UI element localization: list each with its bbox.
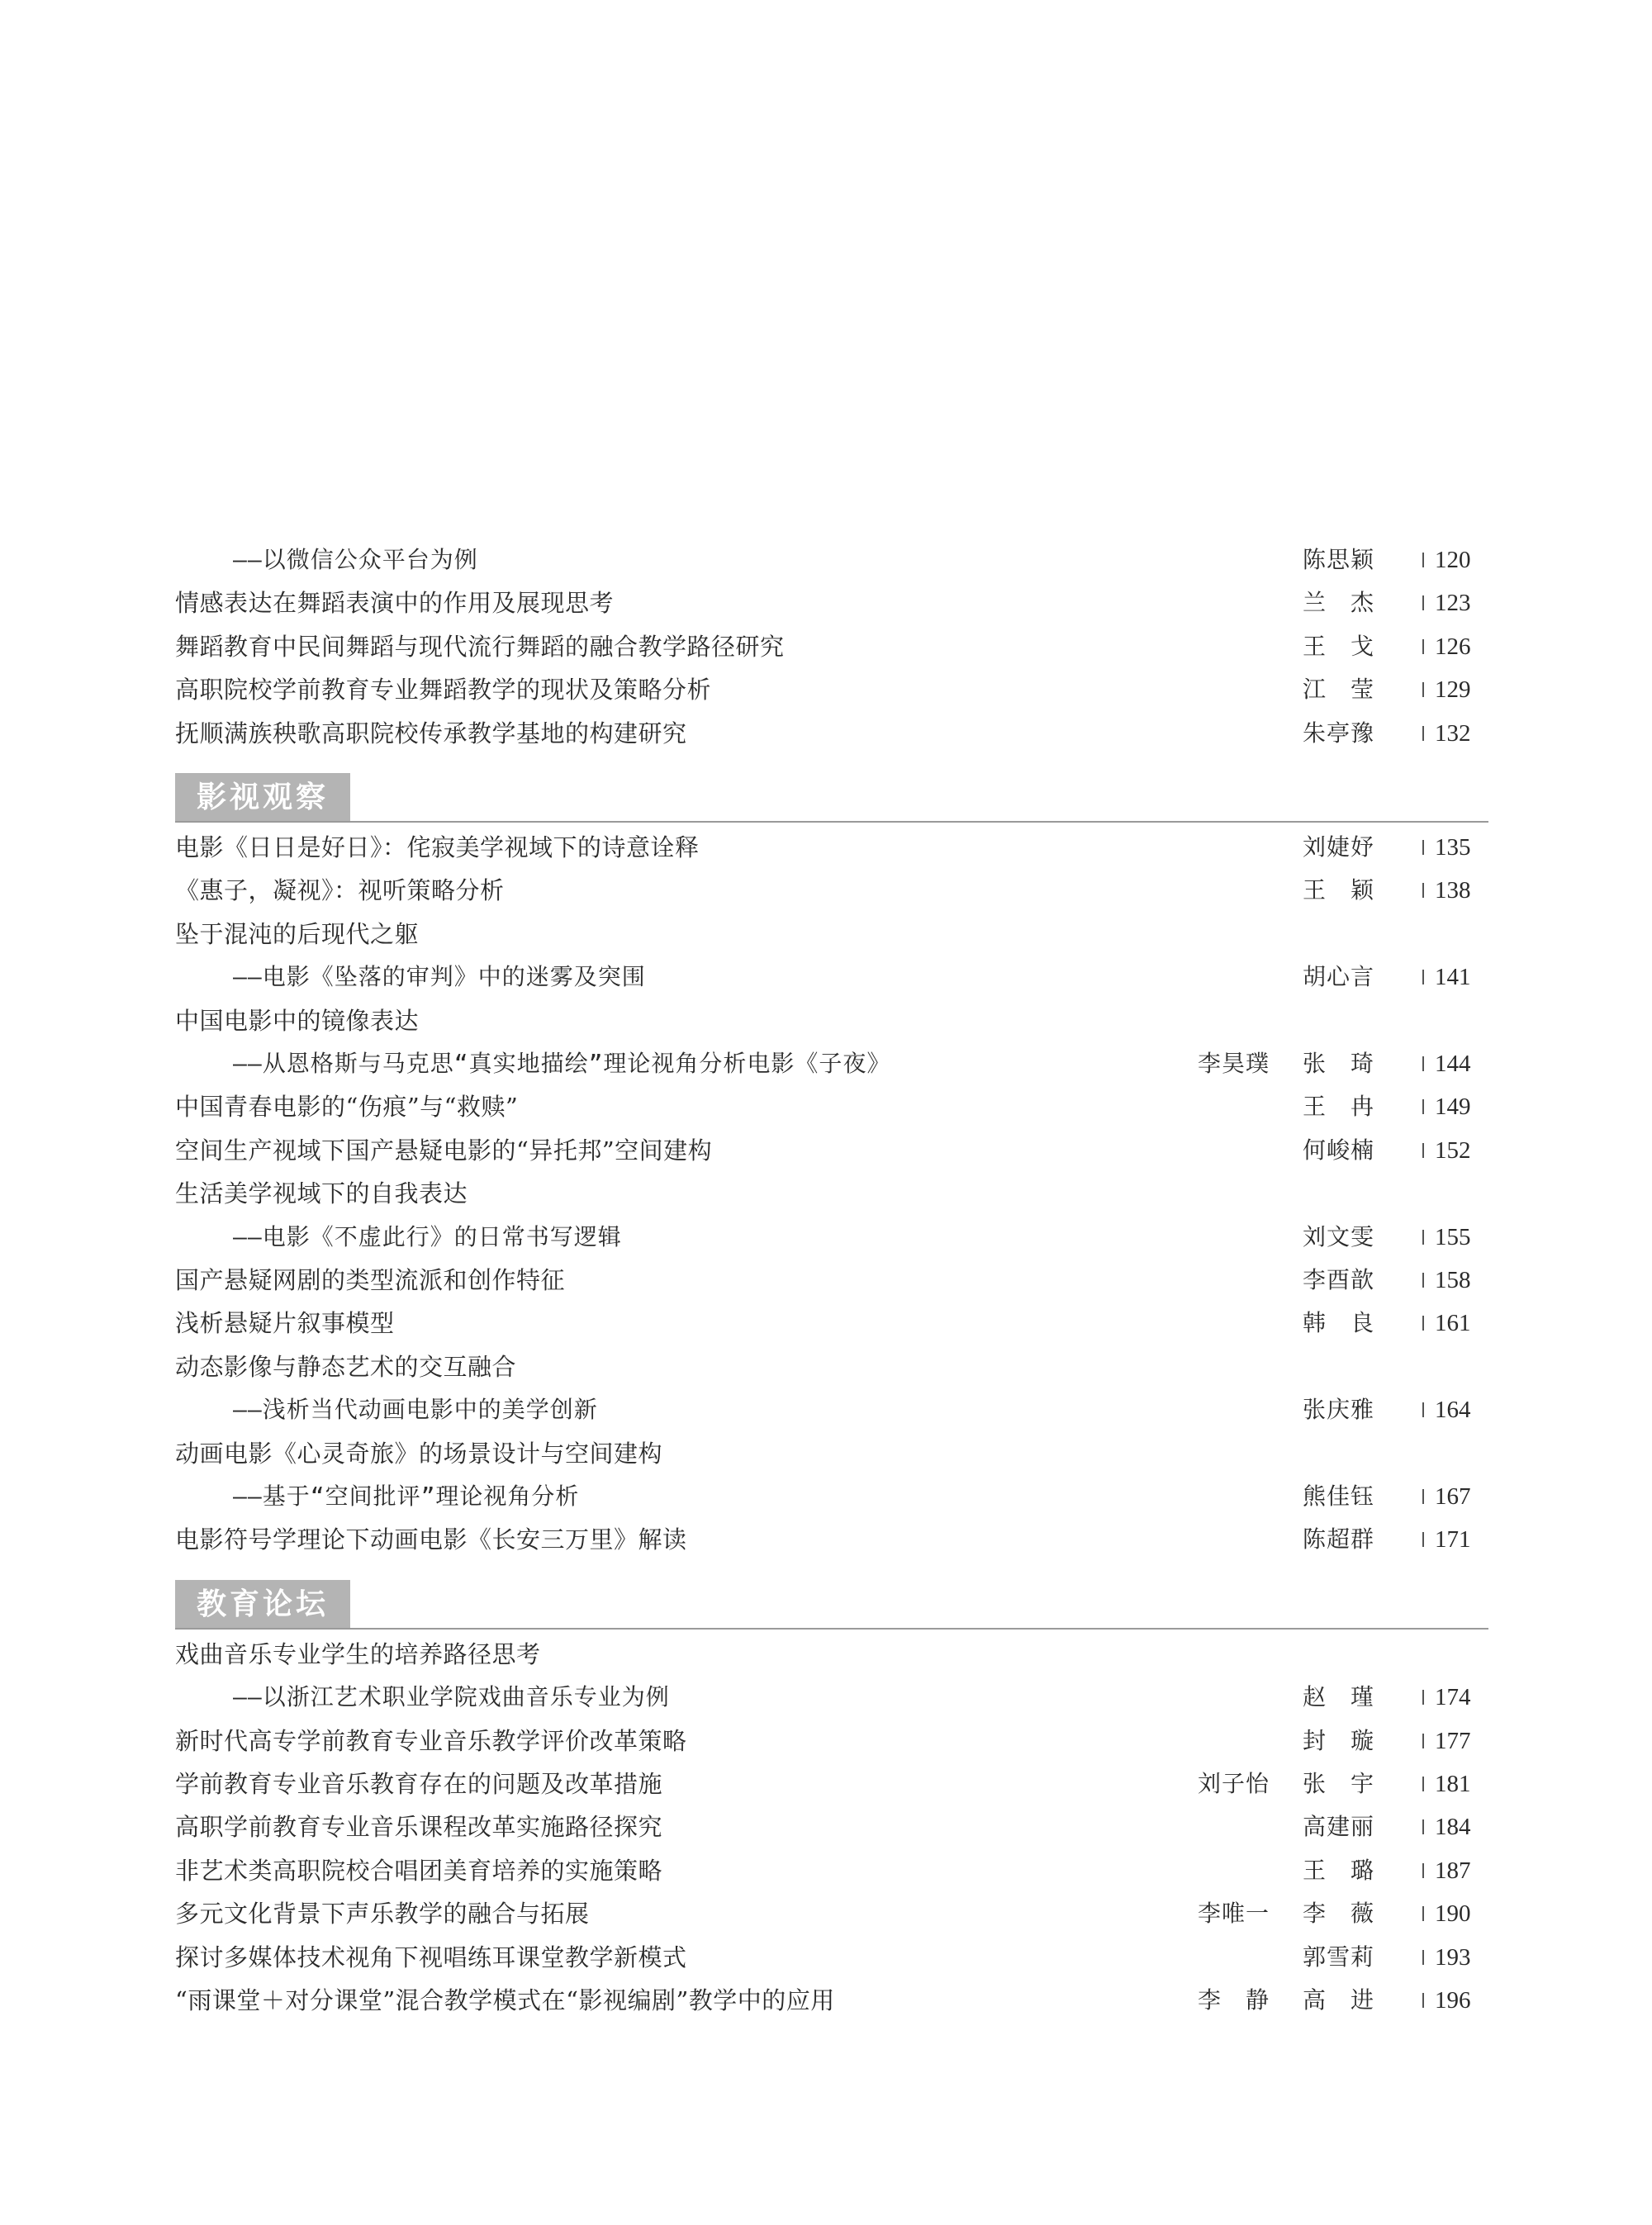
page-number: 144 [1435,1051,1471,1077]
page-number: 158 [1435,1267,1471,1293]
page-separator [1422,1230,1424,1245]
page-separator [1422,726,1424,741]
author-name: 韩 良 [1302,1309,1374,1336]
page-number: 177 [1435,1728,1471,1754]
entry-authors [1303,1475,1374,1518]
page-number: 196 [1435,1987,1471,2014]
toc-entry[interactable] [0,1216,1652,1259]
toc-entry[interactable] [0,1849,1652,1892]
page-number: 149 [1435,1094,1471,1120]
entry-subtitle: ——基于“空间批评”理论视角分析 [233,1483,580,1510]
author-name: 李 静 [1197,1986,1270,2014]
toc-entry[interactable] [0,913,1652,956]
toc-entry[interactable] [0,999,1652,1042]
toc-entry[interactable] [0,668,1652,711]
section-divider [175,821,1488,823]
entry-authors [1198,1042,1374,1085]
page-separator [1422,1863,1424,1878]
toc-entry[interactable] [0,1936,1652,1979]
entry-title: 空间生产视域下国产悬疑电影的“异托邦”空间建构 [175,1136,713,1165]
page-number: 171 [1435,1526,1471,1553]
author-name: 高建丽 [1302,1813,1374,1840]
page-number: 161 [1435,1310,1471,1336]
page-separator [1422,1489,1424,1504]
entry-authors [1303,956,1374,999]
entry-subtitle: ——从恩格斯与马克思“真实地描绘”理论视角分析电影《子夜》 [233,1050,891,1077]
author-name: 郭雪莉 [1302,1943,1374,1971]
section-title: 影视观察 [175,773,350,821]
page-number: 138 [1435,877,1471,904]
entry-subtitle: ——以浙江艺术职业学院戏曲音乐专业为例 [233,1683,670,1710]
toc-entry[interactable] [0,1762,1652,1805]
entry-authors [1303,1676,1374,1719]
entry-authors [1198,1979,1374,2022]
entry-title: 国产悬疑网剧的类型流派和创作特征 [175,1266,566,1294]
entry-authors [1198,1892,1374,1935]
toc-entry[interactable] [0,1129,1652,1172]
entry-authors [1303,625,1374,668]
page-number: 193 [1435,1944,1471,1971]
entry-authors [1198,1762,1374,1805]
entry-title: “雨课堂＋对分课堂”混合教学模式在“影视编剧”教学中的应用 [175,1986,835,2014]
page-separator [1422,1993,1424,2008]
toc-entry[interactable] [0,1633,1652,1676]
entry-subtitle: ——浅析当代动画电影中的美学创新 [233,1396,598,1423]
author-name: 胡心言 [1302,963,1374,990]
page-separator [1422,1273,1424,1288]
entry-title: 中国电影中的镜像表达 [175,1007,420,1035]
entry-title: 抚顺满族秧歌高职院校传承教学基地的构建研究 [175,719,687,747]
toc-entry[interactable] [0,581,1652,624]
page-separator [1422,682,1424,697]
entry-authors [1303,712,1374,755]
entry-authors [1303,1849,1374,1892]
author-name: 何峻楠 [1302,1136,1374,1164]
page-separator [1422,1777,1424,1791]
page-number: 187 [1435,1857,1471,1884]
entry-title: 新时代高专学前教育专业音乐教学评价改革策略 [175,1727,687,1755]
page-separator [1422,1690,1424,1705]
section-divider [175,1628,1488,1630]
page-number: 167 [1435,1483,1471,1510]
entry-title: 电影《日日是好日》：侘寂美学视域下的诗意诠释 [175,833,700,861]
entry-subtitle: ——以微信公众平台为例 [233,546,478,573]
entry-subtitle: ——电影《不虚此行》的日常书写逻辑 [233,1223,622,1250]
toc-entry[interactable] [0,1085,1652,1128]
toc-entry[interactable] [0,1518,1652,1561]
page-separator [1422,1532,1424,1547]
page-separator [1422,1734,1424,1748]
entry-authors [1303,1936,1374,1979]
entry-authors [1303,538,1374,581]
entry-authors [1303,1216,1374,1259]
page-separator [1422,553,1424,567]
section-title: 教育论坛 [175,1580,350,1628]
author-name: 江 莹 [1302,676,1374,703]
entry-title: 非艺术类高职院校合唱团美育培养的实施策略 [175,1857,663,1885]
entry-title: 情感表达在舞蹈表演中的作用及展现思考 [175,589,615,617]
page-separator [1422,1099,1424,1114]
page-separator [1422,1906,1424,1921]
entry-title: 探讨多媒体技术视角下视唱练耳课堂教学新模式 [175,1943,687,1971]
entry-authors [1303,826,1374,869]
entry-title: 中国青春电影的“伤痕”与“救赎” [175,1093,519,1121]
page-number: 129 [1435,676,1471,703]
toc-entry[interactable] [0,1345,1652,1388]
page-number: 181 [1435,1771,1471,1797]
page-separator [1422,883,1424,898]
toc-entry[interactable] [0,712,1652,755]
page-number: 152 [1435,1137,1471,1164]
toc-entry[interactable] [0,1259,1652,1302]
page-number: 135 [1435,834,1471,861]
author-name: 刘婕妤 [1302,833,1374,861]
toc-entry[interactable] [0,869,1652,912]
author-name: 李 薇 [1302,1900,1374,1927]
entry-title: 学前教育专业音乐教育存在的问题及改革措施 [175,1770,663,1798]
entry-title: 电影符号学理论下动画电影《长安三万里》解读 [175,1525,687,1554]
toc-entry[interactable] [0,1432,1652,1475]
page-separator [1422,1402,1424,1417]
entry-title: 生活美学视域下的自我表达 [175,1179,468,1207]
entry-authors [1303,869,1374,912]
toc-entry[interactable] [0,1172,1652,1215]
author-name: 王 璐 [1302,1857,1374,1884]
entry-subtitle: ——电影《坠落的审判》中的迷雾及突围 [233,963,646,990]
page-separator [1422,1950,1424,1965]
author-name: 王 冉 [1302,1093,1374,1120]
entry-title: 高职院校学前教育专业舞蹈教学的现状及策略分析 [175,676,712,704]
entry-title: 舞蹈教育中民间舞蹈与现代流行舞蹈的融合教学路径研究 [175,633,785,661]
author-name: 熊佳钰 [1302,1483,1374,1510]
entry-title: 高职学前教育专业音乐课程改革实施路径探究 [175,1813,663,1841]
section-header [175,773,1488,821]
page-separator [1422,595,1424,610]
entry-title: 多元文化背景下声乐教学的融合与拓展 [175,1900,590,1928]
page-number: 174 [1435,1684,1471,1710]
page-number: 126 [1435,633,1471,660]
page-separator [1422,1056,1424,1071]
page-number: 141 [1435,964,1471,990]
author-name: 张 宇 [1302,1770,1374,1797]
author-name: 高 进 [1302,1986,1374,2014]
entry-title: 浅析悬疑片叙事模型 [175,1309,395,1337]
author-name: 朱亭豫 [1302,719,1374,747]
page-number: 132 [1435,720,1471,747]
entry-authors [1303,1085,1374,1128]
entry-authors [1303,1518,1374,1561]
toc-entry[interactable] [0,1042,1652,1085]
page-number: 164 [1435,1397,1471,1423]
toc-entry[interactable] [0,1475,1652,1518]
section-header [175,1580,1488,1628]
toc-entry[interactable] [0,625,1652,668]
author-name: 张庆雅 [1302,1396,1374,1423]
toc-entry[interactable] [0,1302,1652,1345]
author-name: 封 璇 [1302,1727,1374,1754]
entry-authors [1303,1129,1374,1172]
toc-entry[interactable] [0,1720,1652,1762]
entry-authors [1303,581,1374,624]
author-name: 李昊璞 [1197,1050,1270,1077]
toc-entry[interactable] [0,1388,1652,1431]
page-separator [1422,840,1424,855]
page-number: 155 [1435,1224,1471,1250]
page-separator [1422,970,1424,984]
author-name: 李唯一 [1197,1900,1270,1927]
toc-entry[interactable] [0,1892,1652,1935]
page-separator [1422,1819,1424,1834]
entry-title: 动画电影《心灵奇旅》的场景设计与空间建构 [175,1440,663,1468]
author-name: 刘文雯 [1302,1223,1374,1250]
author-name: 陈思颖 [1302,546,1374,573]
page-number: 190 [1435,1900,1471,1927]
author-name: 刘子怡 [1197,1770,1270,1797]
entry-authors [1303,1805,1374,1848]
toc-entry[interactable] [0,1676,1652,1719]
author-name: 王 戈 [1302,633,1374,660]
author-name: 张 琦 [1302,1050,1374,1077]
author-name: 赵 瑾 [1302,1683,1374,1710]
page-number: 123 [1435,590,1471,616]
author-name: 王 颖 [1302,876,1374,904]
author-name: 陈超群 [1302,1525,1374,1553]
entry-title: 戏曲音乐专业学生的培养路径思考 [175,1640,541,1668]
page-separator [1422,1143,1424,1158]
entry-authors [1303,668,1374,711]
entry-title: 坠于混沌的后现代之躯 [175,920,420,948]
entry-authors [1303,1388,1374,1431]
author-name: 李酉歆 [1302,1266,1374,1293]
toc-entry[interactable] [0,538,1652,581]
page-number: 184 [1435,1814,1471,1840]
entry-authors [1303,1259,1374,1302]
entry-authors [1303,1302,1374,1345]
page-separator [1422,1316,1424,1331]
toc-entry[interactable] [0,1979,1652,2022]
entry-title: 《惠子，凝视》：视听策略分析 [175,876,505,904]
toc-entry[interactable] [0,956,1652,999]
page-number: 120 [1435,547,1471,573]
toc-entry[interactable] [0,826,1652,869]
author-name: 兰 杰 [1302,589,1374,616]
page-separator [1422,639,1424,654]
entry-authors [1303,1720,1374,1762]
entry-title: 动态影像与静态艺术的交互融合 [175,1353,517,1381]
toc-entry[interactable] [0,1805,1652,1848]
